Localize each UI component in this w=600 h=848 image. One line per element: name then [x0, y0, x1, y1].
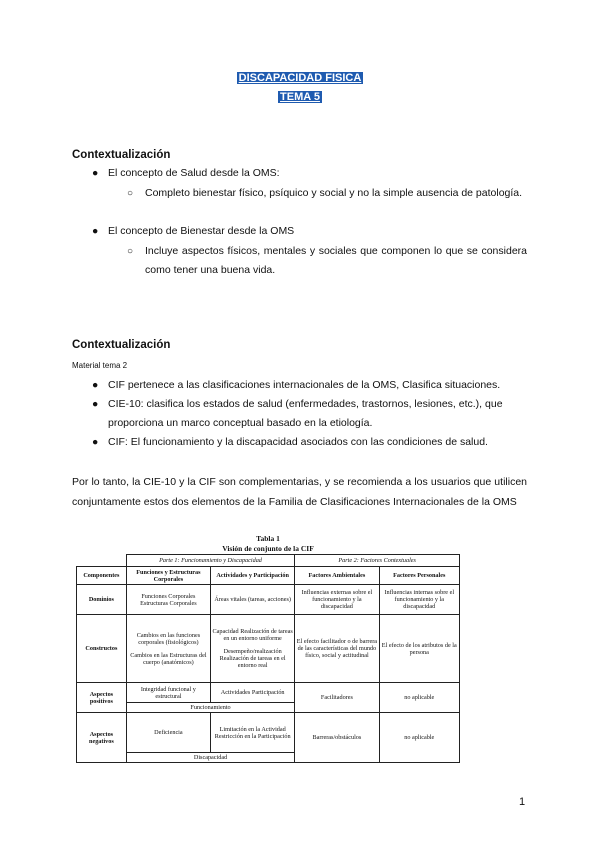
- header-ambientales: Factores Ambientales: [295, 567, 379, 585]
- part1-header: Parte 1: Funcionamiento y Discapacidad: [126, 555, 295, 567]
- table-row: [77, 567, 460, 585]
- header-componentes: Componentes: [77, 567, 127, 585]
- table-caption: Tabla 1: [256, 534, 280, 543]
- section1-heading: Contextualización: [72, 149, 171, 161]
- discapacidad-span: Discapacidad: [126, 753, 295, 763]
- row-dominios-label: Dominios: [77, 585, 127, 615]
- table-subcaption: Visión de conjunto de la CIF: [222, 544, 314, 553]
- constructos-funciones: Cambios en las funciones corporales (fisiológicos): [136, 631, 201, 646]
- table-cell: Actividades Participación: [211, 683, 295, 703]
- table-cell: Integridad funcional y estructural: [126, 683, 210, 703]
- document-title: DISCAPACIDAD FISICA: [238, 72, 362, 84]
- table-cell: Áreas vitales (tareas, acciones): [211, 585, 295, 615]
- row-negativos-label: Aspectos negativos: [77, 713, 127, 763]
- table-cell: Facilitadores: [295, 683, 379, 713]
- table-cell: El efecto de los atributos de la persona: [379, 615, 459, 683]
- cif-overview-table: [76, 554, 460, 763]
- part2-header: Parte 2: Factores Contextuales: [295, 555, 460, 567]
- table-row: [77, 683, 460, 703]
- header-funciones: Funciones y Estructuras Corporales: [126, 567, 210, 585]
- bullet-icon: ●: [92, 436, 99, 448]
- table-row: [77, 615, 460, 683]
- page-number: 1: [519, 796, 526, 808]
- bullet-icon: ●: [92, 225, 99, 237]
- table-cell: Funciones Corporales Estructuras Corporales: [126, 585, 210, 615]
- table-cell: no aplicable: [379, 683, 459, 713]
- section2-heading: Contextualización: [72, 339, 171, 351]
- funcionamiento-span: Funcionamiento: [126, 703, 295, 713]
- table-cell: Influencias internas sobre el funcionamiento y la discapacidad: [379, 585, 459, 615]
- table-cell: [211, 615, 295, 683]
- bullet-icon: ●: [92, 379, 99, 391]
- section2-paragraph: Por lo tanto, la CIE-10 y la CIF son complementarias, y se recomienda a los usuarios que utilicen conjuntamente estos dos elementos de la Familia de Clasificaciones Internacionales de la OMS: [72, 476, 527, 508]
- row-constructos-label: Constructos: [77, 615, 127, 683]
- circle-bullet-icon: ○: [127, 246, 134, 257]
- table-row: [77, 555, 460, 567]
- constructos-desempeno: Desempeño/realización Realización de tareas en el entorno real: [219, 648, 286, 669]
- table-cell: Deficiencia: [126, 713, 210, 753]
- document-subtitle: TEMA 5: [280, 91, 320, 103]
- circle-bullet-icon: ○: [127, 188, 134, 199]
- table-cell: no aplicable: [379, 713, 459, 763]
- row-positivos-label: Aspectos positivos: [77, 683, 127, 713]
- bullet-icon: ●: [92, 167, 99, 179]
- table-cell: Barreras/obstáculos: [295, 713, 379, 763]
- constructos-estructuras: Cambios en las Estructuras del cuerpo (anatómicos): [130, 651, 207, 666]
- header-personales: Factores Personales: [379, 567, 459, 585]
- table-row: [77, 713, 460, 753]
- table-cell: Limitación en la Actividad Restricción en la Participación: [211, 713, 295, 753]
- table-cell: El efecto facilitador o de barrera de las características del mundo físico, social y actitudinal: [295, 615, 379, 683]
- table-cell: [126, 615, 210, 683]
- bullet-icon: ●: [92, 398, 99, 410]
- table-row: [77, 585, 460, 615]
- table-cell: Influencias externas sobre el funcionamiento y la discapacidad: [295, 585, 379, 615]
- constructos-capacidad: Capacidad Realización de tareas en un entorno uniforme: [212, 628, 293, 642]
- header-actividades: Actividades y Participación: [211, 567, 295, 585]
- section2-note: Material tema 2: [72, 361, 128, 370]
